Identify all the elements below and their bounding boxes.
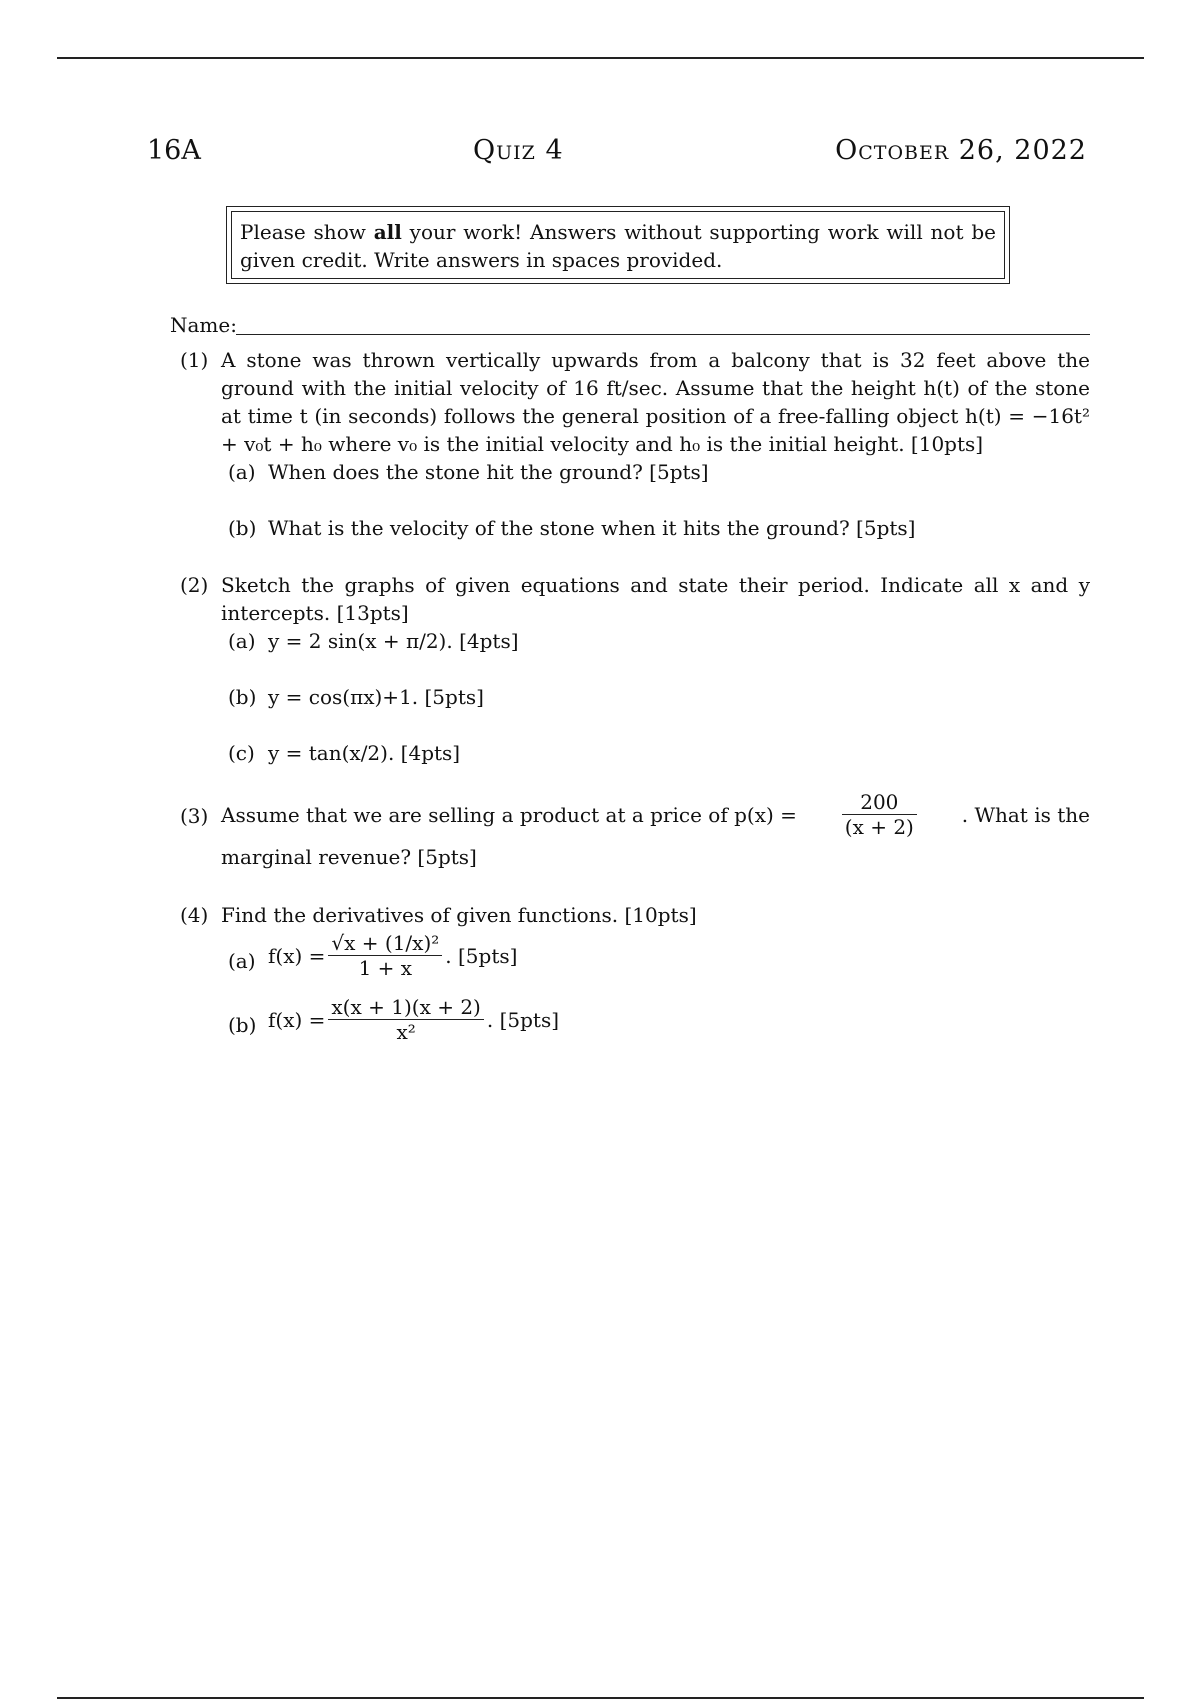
question-2	[180, 571, 1090, 627]
price-fraction	[842, 790, 917, 839]
part-text: y = cos(πx)+1. [5pts]	[268, 685, 484, 709]
question-text: Sketch the graphs of given equations and state their period. Indicate all x and y intercepts. [13pts]	[221, 573, 1090, 625]
formula-suffix: . [5pts]	[486, 1007, 560, 1032]
question-3-line-1	[221, 790, 1090, 839]
question-3-line-2: marginal revenue? [5pts]	[221, 845, 477, 869]
part-label: (a)	[228, 460, 256, 484]
formula-suffix: . [5pts]	[445, 943, 518, 968]
instructions-bold: all	[373, 220, 402, 244]
fraction-numerator: √x + (1/x)²	[328, 931, 442, 956]
name-field[interactable]	[170, 313, 1090, 343]
quiz-date: October 26, 2022	[835, 135, 1087, 166]
name-label: Name:	[170, 313, 237, 337]
part-formula	[268, 931, 1088, 980]
part-text: What is the velocity of the stone when it hits the ground? [5pts]	[268, 516, 916, 540]
part-label: (a)	[228, 949, 256, 973]
top-rule	[57, 57, 1144, 59]
instructions-box	[226, 206, 1010, 284]
question-4b	[228, 995, 1088, 1055]
question-1	[180, 346, 1090, 458]
question-text: Find the derivatives of given functions. [10pts]	[221, 903, 697, 927]
question-number: (3)	[180, 804, 209, 828]
fraction-denominator: (x + 2)	[844, 815, 914, 839]
fraction-denominator: x²	[396, 1020, 416, 1044]
part-formula	[268, 995, 1088, 1044]
question-4a	[228, 931, 1088, 991]
formula-fraction	[328, 931, 442, 980]
instructions-text	[231, 211, 1005, 279]
question-4	[180, 901, 1090, 929]
part-label: (b)	[228, 516, 257, 540]
formula-prefix: f(x) =	[268, 1007, 326, 1032]
question-number: (4)	[180, 903, 209, 927]
formula-prefix: f(x) =	[268, 943, 326, 968]
bottom-rule	[57, 1697, 1144, 1699]
question-number: (2)	[180, 573, 209, 597]
part-text: y = 2 sin(x + π/2). [4pts]	[268, 629, 519, 653]
instructions-part-2: your work! Answers without supporting work will not be given credit. Write answers in spaces provided.	[240, 220, 996, 272]
fraction-numerator: x(x + 1)(x + 2)	[328, 995, 483, 1020]
name-line[interactable]	[236, 334, 1090, 335]
fraction-numerator: 200	[842, 790, 917, 815]
question-3-text-after: . What is the	[961, 802, 1090, 827]
question-text: A stone was thrown vertically upwards from a balcony that is 32 feet above the ground with the initial velocity of 16 ft/sec. Assume that the height h(t) of the stone at time t (in seconds) follows the general position of a free-falling object h(t) = −16t² + v₀t + h₀ where v₀ is the initial velocity and h₀ is the initial height. [10pts]	[221, 348, 1090, 456]
course-code: 16A	[147, 135, 201, 166]
part-label: (c)	[228, 741, 255, 765]
question-text	[221, 790, 1090, 871]
instructions-part-1: Please show	[240, 220, 374, 244]
part-label: (b)	[228, 1013, 257, 1037]
quiz-header	[147, 135, 1087, 175]
part-label: (a)	[228, 629, 256, 653]
quiz-title: Quiz 4	[473, 135, 564, 166]
question-3-text-before: Assume that we are selling a product at a price of p(x) =	[221, 802, 797, 827]
formula-fraction	[328, 995, 483, 1044]
part-text: When does the stone hit the ground? [5pts]	[268, 460, 709, 484]
part-text: y = tan(x/2). [4pts]	[268, 741, 461, 765]
fraction-denominator: 1 + x	[358, 956, 413, 980]
question-number: (1)	[180, 348, 209, 372]
part-label: (b)	[228, 685, 257, 709]
question-3	[180, 790, 1090, 870]
